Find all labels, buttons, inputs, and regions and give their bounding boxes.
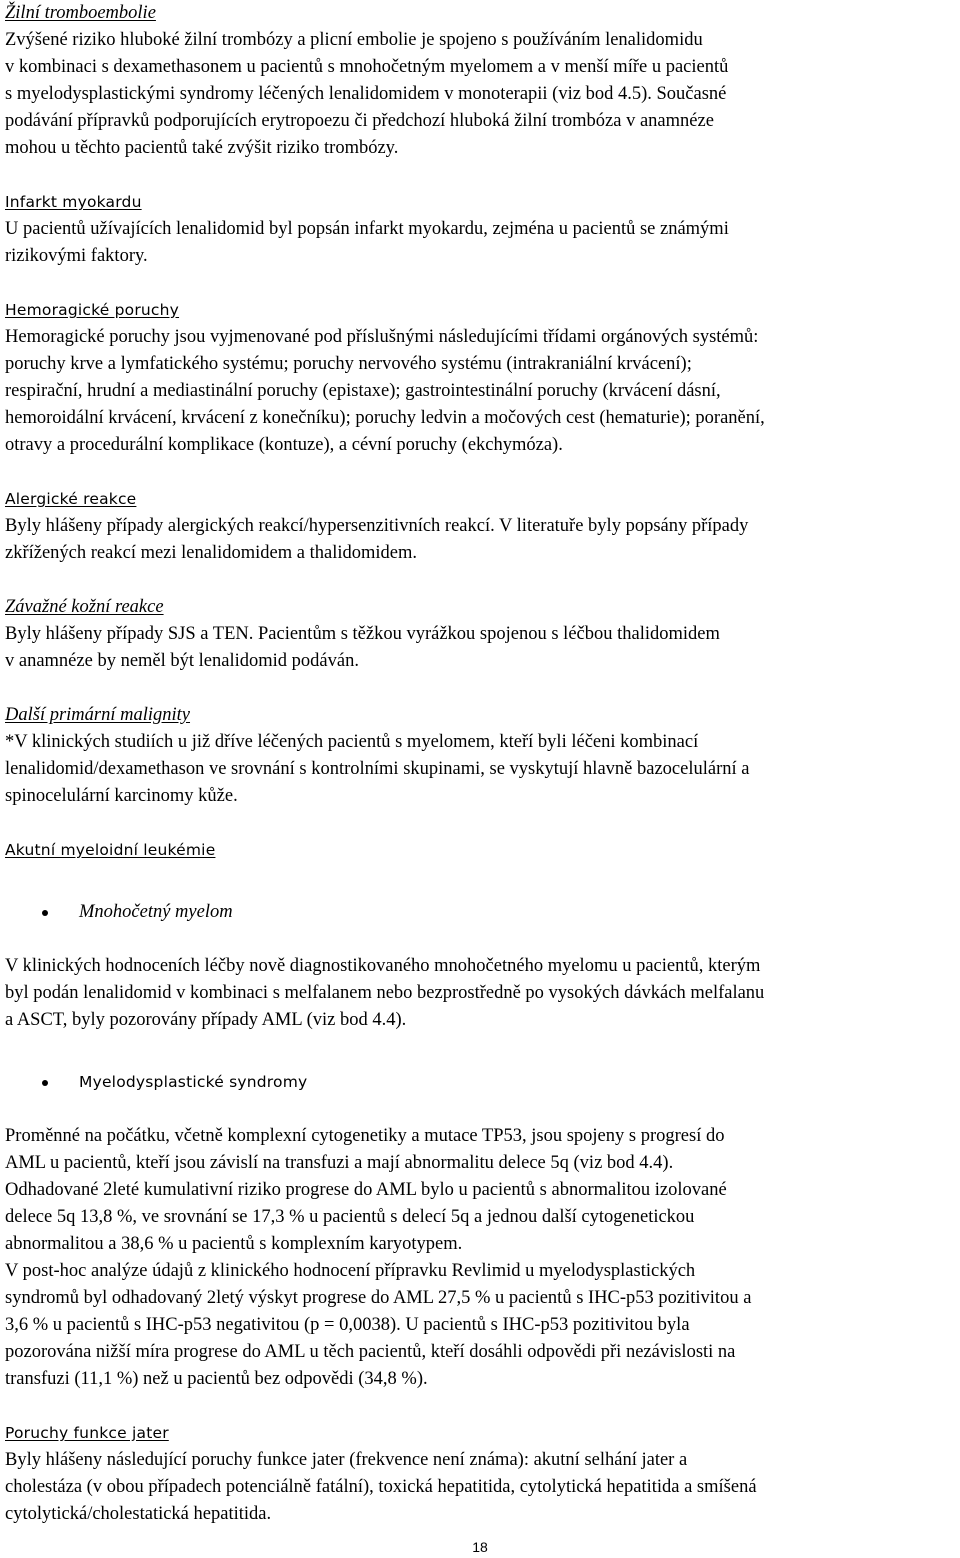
text-line: a ASCT, byly pozorovány případy AML (viz bod 4.4). xyxy=(5,1010,407,1030)
text-line: Hemoragické poruchy jsou vyjmenované pod příslušnými následujícími třídami orgánových systémů: xyxy=(5,327,759,347)
paragraph-hemorrhagic xyxy=(5,324,955,459)
heading-vte: Žilní tromboembolie xyxy=(5,3,156,23)
bullet-icon xyxy=(42,1080,48,1086)
text-line: spinocelulární karcinomy kůže. xyxy=(5,786,238,806)
text-line: U pacientů užívajících lenalidomid byl popsán infarkt myokardu, zejména u pacientů se známými xyxy=(5,219,729,239)
text-line: Odhadované 2leté kumulativní riziko progrese do AML bylo u pacientů s abnormalitou izolované xyxy=(5,1180,727,1200)
text-line: transfuzi (11,1 %) než u pacientů bez odpovědi (34,8 %). xyxy=(5,1369,428,1389)
section-hemorrhagic xyxy=(5,297,955,459)
text-line: Byly hlášeny případy alergických reakcí/hypersenzitivních reakcí. V literatuře byly popsány případy xyxy=(5,516,749,536)
text-line: *V klinických studiích u již dříve léčených pacientů s myelomem, kteří byli léčeni kombinací xyxy=(5,732,699,752)
text-line: s myelodysplastickými syndromy léčených lenalidomidem v monoterapii (viz bod 4.5). Současné xyxy=(5,84,727,104)
text-line: pozorována nižší míra progrese do AML u těch pacientů, kteří dosáhli odpovědi při nezávislosti na xyxy=(5,1342,736,1362)
text-line: otravy a procedurální komplikace (kontuze), a cévní poruchy (ekchymóza). xyxy=(5,435,563,455)
heading-allergic: Alergické reakce xyxy=(5,490,137,508)
heading-malignancy: Další primární malignity xyxy=(5,705,191,725)
text-line: cytolytická/cholestatická hepatitida. xyxy=(5,1504,272,1524)
section-liver xyxy=(5,1420,955,1528)
text-line: respirační, hrudní a mediastinální poruchy (epistaxe); gastrointestinální poruchy (krvácení dásní, xyxy=(5,381,721,401)
paragraph-vte xyxy=(5,27,955,162)
text-line: byl podán lenalidomid v kombinaci s melfalanem nebo bezprostředně po vysokých dávkách melfalanu xyxy=(5,983,765,1003)
paragraph-aml-mds xyxy=(5,1123,955,1393)
bullet-label: Mnohočetný myelom xyxy=(79,902,233,922)
text-line: cholestáza (v obou případech potenciálně fatální), toxická hepatitida, cytolytická hepatitida a smíšená xyxy=(5,1477,757,1497)
document-page xyxy=(5,0,955,1528)
paragraph-liver xyxy=(5,1447,955,1528)
bullet-item-mds xyxy=(5,1069,955,1096)
text-line: rizikovými faktory. xyxy=(5,246,148,266)
text-line: lenalidomid/dexamethason ve srovnání s kontrolními skupinami, se vyskytují hlavně bazocelulární a xyxy=(5,759,750,779)
text-line: AML u pacientů, kteří jsou závislí na transfuzi a mají abnormalitu delece 5q (viz bod 4.4). xyxy=(5,1153,674,1173)
text-line: V post-hoc analýze údajů z klinického hodnocení přípravku Revlimid u myelodysplastických xyxy=(5,1261,696,1281)
paragraph-mi xyxy=(5,216,955,270)
text-line: Proměnné na počátku, včetně komplexní cytogenetiky a mutace TP53, jsou spojeny s progresí do xyxy=(5,1126,725,1146)
heading-liver: Poruchy funkce jater xyxy=(5,1424,169,1442)
text-line: delece 5q 13,8 %, ve srovnání se 17,3 % u pacientů s delecí 5q a jednou další cytogenetickou xyxy=(5,1207,695,1227)
page-number: 18 xyxy=(472,1539,488,1555)
text-line: V klinických hodnoceních léčby nově diagnostikovaného mnohočetného myelomu u pacientů, kterým xyxy=(5,956,761,976)
text-line: Byly hlášeny případy SJS a TEN. Pacientům s těžkou vyrážkou spojenou s léčbou thalidomidem xyxy=(5,624,720,644)
section-vte xyxy=(5,0,955,162)
paragraph-aml-myeloma xyxy=(5,953,955,1034)
text-line: mohou u těchto pacientů také zvýšit riziko trombózy. xyxy=(5,138,399,158)
heading-mi: Infarkt myokardu xyxy=(5,193,142,211)
heading-hemorrhagic: Hemoragické poruchy xyxy=(5,301,180,319)
section-skin xyxy=(5,594,955,675)
section-malignancy xyxy=(5,702,955,810)
heading-skin: Závažné kožní reakce xyxy=(5,597,164,617)
text-line: Byly hlášeny následující poruchy funkce jater (frekvence není známa): akutní selhání jater a xyxy=(5,1450,688,1470)
section-allergic xyxy=(5,486,955,567)
heading-aml: Akutní myeloidní leukémie xyxy=(5,841,216,859)
text-line: hemoroidální krvácení, krvácení z konečníku); poruchy ledvin a močových cest (hematurie); poranění, xyxy=(5,408,765,428)
bullet-label: Myelodysplastické syndromy xyxy=(79,1073,308,1091)
text-line: syndromů byl odhadovaný 2letý výskyt progrese do AML 27,5 % u pacientů s IHC-p53 pozitivitou a xyxy=(5,1288,752,1308)
text-line: podávání přípravků podporujících erytropoezu či předchozí hluboká žilní trombóza v anamnéze xyxy=(5,111,714,131)
bullet-icon xyxy=(42,910,48,916)
text-line: Zvýšené riziko hluboké žilní trombózy a plicní embolie je spojeno s používáním lenalidomidu xyxy=(5,30,703,50)
text-line: poruchy krve a lymfatického systému; poruchy nervového systému (intrakraniální krvácení); xyxy=(5,354,692,374)
text-line: 3,6 % u pacientů s IHC-p53 negativitou (p = 0,0038). U pacientů s IHC-p53 pozitivitou byla xyxy=(5,1315,690,1335)
section-mi xyxy=(5,189,955,270)
text-line: abnormalitou a 38,6 % u pacientů s komplexním karyotypem. xyxy=(5,1234,463,1254)
paragraph-allergic xyxy=(5,513,955,567)
paragraph-malignancy xyxy=(5,729,955,810)
text-line: v anamnéze by neměl být lenalidomid podáván. xyxy=(5,651,359,671)
bullet-item-multiple-myeloma xyxy=(5,899,955,926)
text-line: v kombinaci s dexamethasonem u pacientů s mnohočetným myelomem a v menší míře u pacientů xyxy=(5,57,729,77)
section-aml xyxy=(5,837,955,1393)
paragraph-skin xyxy=(5,621,955,675)
text-line: zkřížených reakcí mezi lenalidomidem a thalidomidem. xyxy=(5,543,417,563)
